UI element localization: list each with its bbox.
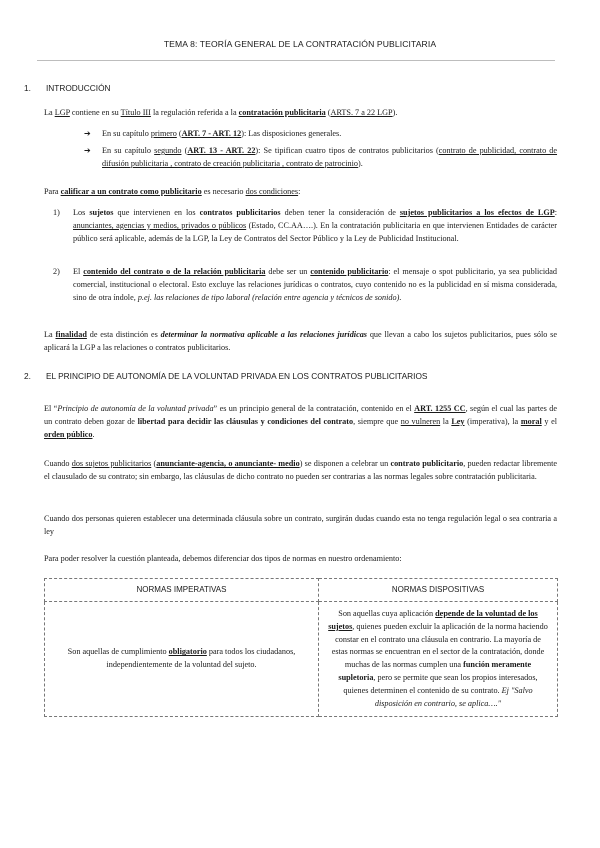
condition-sujetos: Los sujetos que intervienen en los contratos publicitarios deben tener la consideración de sujetos publicitarios a los efectos de LGP: anunciantes, agencias y medios, privados o públicos (Estado, CC.AA….). En la contratación publicitaria en que intervienen Entidades de carácter público será aplicable, además de la LGP, la Ley de Contratos del Sector Público y la Ley de Publicidad Institucional. xyxy=(73,208,557,243)
section-2-heading xyxy=(24,370,427,383)
bullet-capitulo-segundo: En su capítulo segundo (ART. 13 - ART. 22): Se tipifican cuatro tipos de contratos publicitarios (contrato de publicidad, contrato de difusión publicitaria , contrato de creación publicitaria , contrato de patrocinio). xyxy=(102,146,558,168)
arrow-icon: ➔ xyxy=(84,146,91,155)
intro-paragraph: La LGP contiene en su Título III la regulación referida a la contratación publicitaria (ARTS. 7 a 22 LGP). xyxy=(44,108,398,117)
section-number: 1. xyxy=(24,83,31,93)
sujetos-paragraph: Cuando dos sujetos publicitarios (anunciante-agencia, o anunciante- medio) se disponen a celebrar un contrato publicitario, pueden redactar libremente el clausulado de su contrato; sin embargo, las cláusulas de dicho contrato no pueden ser contrarias a las normas legales sobre contratación publicitaria. xyxy=(44,459,557,481)
dudas-paragraph: Cuando dos personas quieren establecer una determinada cláusula sobre un contrato, surgirán dudas cuando esta no tenga regulación legal o sea contraria a ley xyxy=(44,514,557,536)
header-dispositivas: NORMAS DISPOSITIVAS xyxy=(319,579,558,602)
condition-contenido: El contenido del contrato o de la relación publicitaria debe ser un contenido publicitario: el mensaje o spot publicitario, ya sea publicidad comercial, institucional o electoral. Esto excluye las relaciones jurídicas o contratos, cuyo contenido no es la publicidad en sí misma considerada, sino de otra índole, p.ej. las relaciones de tipo laboral (relación entre agencia y técnicos de sonido). xyxy=(73,267,557,302)
cell-dispositivas: Son aquellas cuya aplicación depende de la voluntad de los sujetos, quienes pueden excluir la aplicación de la norma haciendo constar en el contrato una cláusula en contrario. La mayoría de estas normas se encuentran en el sector de la contratación, donde muchas de las normas cumplen una función meramente supletoria, pero se permite que sean los propios interesados, quienes determinen el contenido de su contrato. Ej "Salvo disposición en contrario, se aplica…." xyxy=(319,602,558,717)
autonomia-paragraph: El “Principio de autonomía de la voluntad privada” es un principio general de la contratación, contenido en el ART. 1255 CC, según el cual las partes de un contrato deben gozar de libertad para decidir las cláusulas y condiciones del contrato, siempre que no vulneren la Ley (imperativa), la moral y el orden público. xyxy=(44,404,557,439)
bullet-capitulo-primero: En su capítulo primero (ART. 7 - ART. 12): Las disposiciones generales. xyxy=(102,129,342,138)
finalidad-paragraph: La finalidad de esta distinción es determinar la normativa aplicable a las relaciones jurídicas que llevan a cabo los sujetos publicitarios, pues sólo se aplicará la LGP a las relaciones o contratos publicitarios. xyxy=(44,330,558,352)
condition-number: 1) xyxy=(53,208,60,217)
section-1-heading xyxy=(24,82,111,95)
normas-table xyxy=(44,578,558,717)
section-title: EL PRINCIPIO DE AUTONOMÍA DE LA VOLUNTAD PRIVADA EN LOS CONTRATOS PUBLICITARIOS xyxy=(46,371,428,381)
page-title: TEMA 8: TEORÍA GENERAL DE LA CONTRATACIÓN PUBLICITARIA xyxy=(163,39,437,49)
calificar-paragraph: Para calificar a un contrato como publicitario es necesario dos condiciones: xyxy=(44,187,301,196)
normas-intro-paragraph: Para poder resolver la cuestión planteada, debemos diferenciar dos tipos de normas en nuestro ordenamiento: xyxy=(44,554,402,563)
lgp-link: LGP xyxy=(54,108,70,117)
header-imperativas: NORMAS IMPERATIVAS xyxy=(45,579,319,602)
cell-imperativas: Son aquellas de cumplimiento obligatorio para todos los ciudadanos, independientemente de la voluntad del sujeto. xyxy=(45,602,319,717)
section-title: INTRODUCCIÓN xyxy=(46,83,111,93)
arrow-icon: ➔ xyxy=(84,129,91,138)
title-divider xyxy=(37,60,555,61)
section-number: 2. xyxy=(24,371,31,381)
condition-number: 2) xyxy=(53,267,60,276)
